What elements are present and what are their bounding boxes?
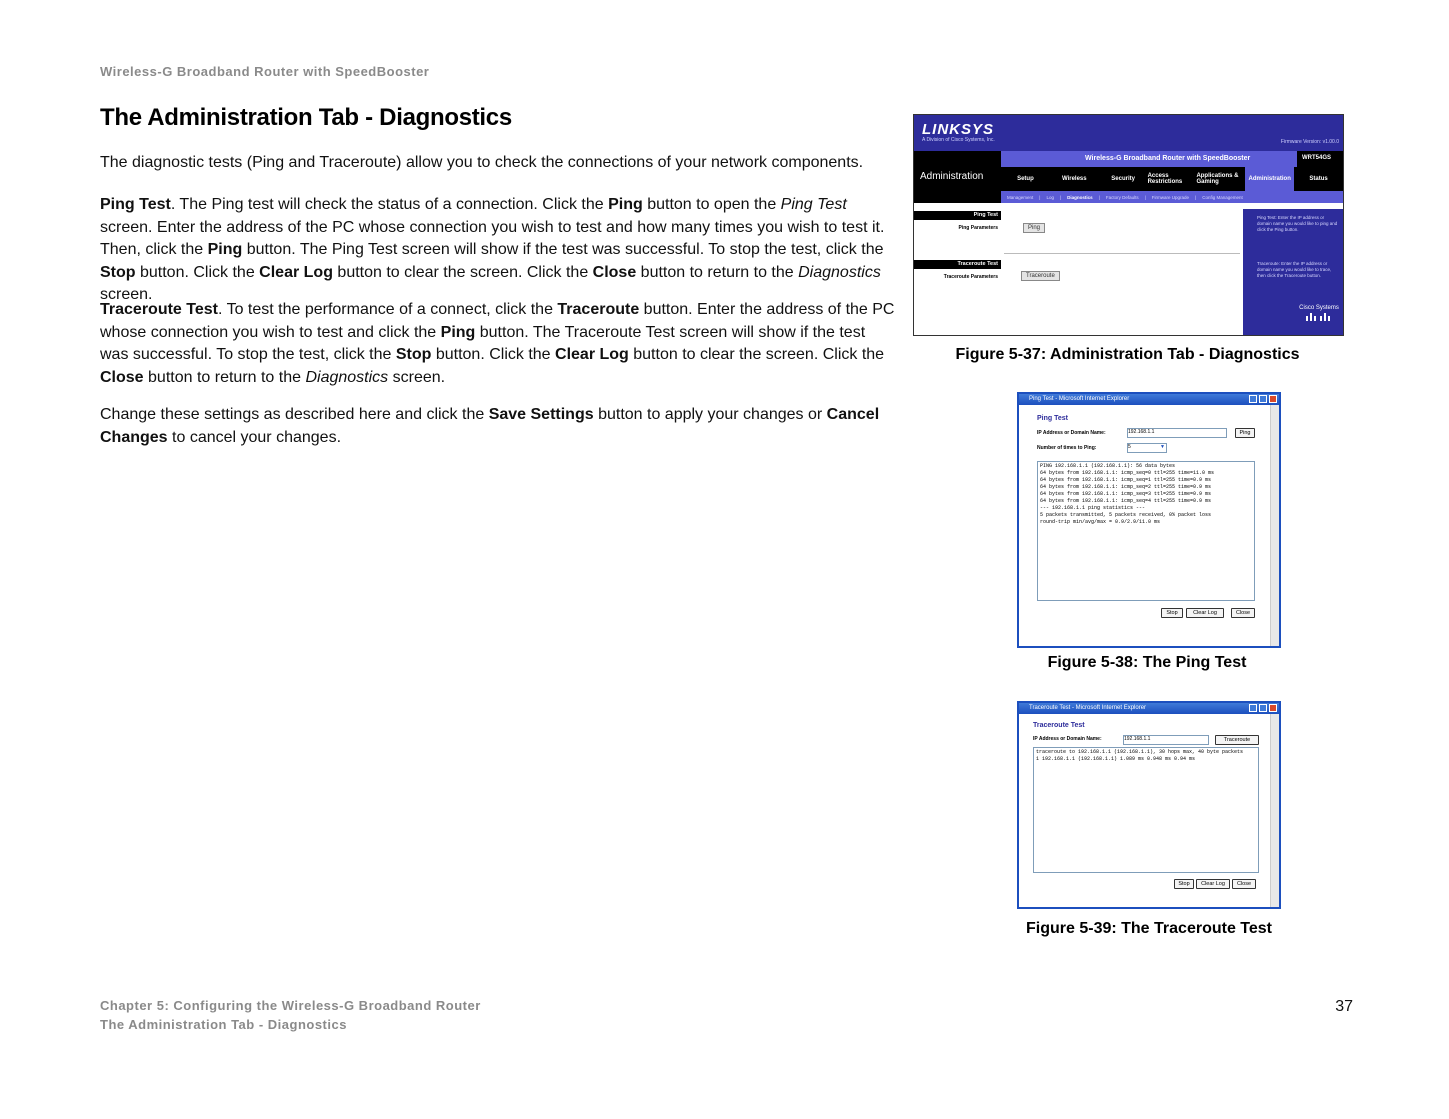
maximize-icon[interactable]	[1259, 395, 1267, 403]
times-select[interactable]	[1127, 443, 1167, 453]
router-top-bar	[914, 115, 1343, 151]
intro-paragraph	[100, 152, 895, 175]
figure-administration-diagnostics	[913, 114, 1344, 336]
log-line: 5 packets transmitted, 5 packets received, 0% packet loss	[1040, 512, 1212, 518]
text-run: button to open the	[642, 196, 781, 213]
separator: |	[1059, 194, 1062, 200]
clear-log-ref: Clear Log	[555, 346, 629, 363]
close-button[interactable]: Close	[1231, 608, 1255, 618]
separator: |	[1144, 194, 1146, 200]
log-line: 64 bytes from 192.168.1.1: icmp_seq=3 ttl=255 time=0.9 ms	[1040, 491, 1212, 497]
tab-wireless[interactable]: Wireless	[1061, 176, 1087, 182]
footer-chapter: Chapter 5: Configuring the Wireless-G Broadband Router	[100, 998, 481, 1013]
model-name: WRT54GS	[1302, 155, 1332, 161]
log-line: 64 bytes from 192.168.1.1: icmp_seq=0 ttl=255 time=11.0 ms	[1040, 470, 1215, 476]
log-line: 64 bytes from 192.168.1.1: icmp_seq=2 ttl=255 time=0.9 ms	[1040, 484, 1212, 490]
log-line: PING 192.168.1.1 (192.168.1.1): 56 data bytes	[1040, 463, 1176, 469]
diagnostics-ref: Diagnostics	[305, 368, 389, 386]
intro-text: The diagnostic tests (Ping and Traceroute) allow you to check the connections of your network components.	[100, 154, 864, 171]
tab-setup[interactable]: Setup	[1017, 176, 1034, 182]
stop-button[interactable]: Stop	[1161, 608, 1183, 618]
subtab-log[interactable]: Log	[1046, 194, 1054, 200]
traceroute-button[interactable]: Traceroute	[1215, 735, 1259, 745]
log-line: traceroute to 192.168.1.1 (192.168.1.1), 30 hops max, 40 byte packets	[1036, 749, 1244, 755]
subtab-diagnostics[interactable]: Diagnostics	[1067, 194, 1093, 200]
text-run: button. Click the	[135, 263, 260, 281]
text-run: button to apply your changes or	[593, 406, 827, 423]
maximize-icon[interactable]	[1259, 704, 1267, 712]
help-ping-text: Ping Test: Enter the IP address or domain name you would like to ping and click the Ping button.	[1257, 215, 1338, 232]
tab-access-restrictions[interactable]: Access Restrictions	[1147, 173, 1183, 185]
figure-38-caption: Figure 5-38: The Ping Test	[1047, 654, 1247, 671]
traceroute-parameters-label: Traceroute Parameters	[943, 274, 998, 280]
traceroute-button[interactable]: Traceroute	[1021, 271, 1060, 281]
close-icon[interactable]	[1269, 704, 1277, 712]
ip-address-label: IP Address or Domain Name:	[1037, 430, 1106, 436]
text-run: button to return to the	[636, 263, 799, 281]
text-run: screen.	[388, 368, 446, 386]
figure-37-caption: Figure 5-37: Administration Tab - Diagnostics	[955, 346, 1300, 363]
stop-ref: Stop	[395, 346, 432, 363]
ping-test-window	[1017, 392, 1281, 648]
window-titlebar	[1019, 394, 1279, 405]
ping-test-heading: Ping Test	[914, 211, 1001, 220]
close-icon[interactable]	[1269, 395, 1277, 403]
text-run: . The Ping test will check the status of a connection. Click the	[170, 196, 609, 213]
cancel-changes-ref: Cancel Changes	[100, 406, 880, 446]
cisco-bars-icon	[1304, 311, 1334, 321]
divider	[1004, 253, 1240, 254]
log-line: round-trip min/avg/max = 0.9/2.9/11.0 ms	[1040, 519, 1161, 525]
traceroute-paragraph	[100, 299, 895, 389]
window-title: Traceroute Test - Microsoft Internet Explorer	[1029, 705, 1147, 711]
page-number: 37	[1335, 998, 1353, 1015]
ping-button[interactable]: Ping	[1235, 428, 1255, 438]
product-name: Wireless-G Broadband Router with SpeedBooster	[1085, 155, 1251, 162]
separator: |	[1039, 194, 1041, 200]
ping-paragraph	[100, 194, 895, 307]
close-button[interactable]: Close	[1232, 879, 1256, 889]
scrollbar[interactable]	[1270, 405, 1279, 646]
traceroute-term: Traceroute Test	[100, 301, 218, 318]
firmware-version: Firmware Version: v1.00.0	[1280, 139, 1339, 145]
stop-ref: Stop	[100, 263, 136, 281]
tab-administration[interactable]: Administration	[1245, 167, 1294, 191]
text-run: button. Click the	[431, 346, 556, 363]
text-run: to cancel your changes.	[167, 428, 342, 446]
subtab-config-management[interactable]: Config Management	[1202, 194, 1243, 200]
text-run: button. Enter the address of the PC whose connection you wish to test and click the	[100, 301, 895, 341]
minimize-icon[interactable]	[1249, 395, 1257, 403]
chevron-down-icon: ▼	[1160, 444, 1165, 450]
change-settings-paragraph	[100, 404, 895, 449]
traceroute-log	[1033, 747, 1259, 873]
times-value: 5	[1128, 444, 1131, 450]
text-run: button to return to the	[143, 368, 306, 386]
page-title: The Administration Tab - Diagnostics	[100, 104, 512, 131]
window-title: Ping Test - Microsoft Internet Explorer	[1029, 396, 1130, 402]
figure-39-caption: Figure 5-39: The Traceroute Test	[1026, 920, 1272, 937]
footer-section: The Administration Tab - Diagnostics	[100, 1017, 347, 1032]
subtab-firmware-upgrade[interactable]: Firmware Upgrade	[1151, 194, 1190, 200]
logo-subtitle: A Division of Cisco Systems, Inc.	[922, 137, 995, 143]
clear-log-button[interactable]: Clear Log	[1186, 608, 1224, 618]
ip-address-input[interactable]: 192.168.1.1	[1123, 735, 1209, 745]
tab-security[interactable]: Security	[1111, 176, 1135, 182]
separator: |	[1098, 194, 1100, 200]
traceroute-ref: Traceroute	[557, 301, 640, 318]
ping-term: Ping Test	[100, 196, 171, 213]
clear-log-ref: Clear Log	[259, 263, 333, 281]
ping-button[interactable]: Ping	[1023, 223, 1045, 233]
traceroute-test-window	[1017, 701, 1281, 909]
text-run: button. The Ping Test screen will show if the test was successful. To stop the test, click the	[242, 241, 884, 258]
cisco-logo	[1299, 305, 1339, 327]
text-run: button. The Traceroute Test screen will show if the test was successful. To stop the test, click the	[100, 323, 866, 363]
main-tabs	[1001, 167, 1343, 191]
ping-parameters-label: Ping Parameters	[958, 225, 998, 231]
tab-status[interactable]: Status	[1309, 176, 1328, 182]
clear-log-button[interactable]: Clear Log	[1196, 879, 1230, 889]
log-line: 64 bytes from 192.168.1.1: icmp_seq=4 ttl=255 time=0.9 ms	[1040, 498, 1212, 504]
ping-ref: Ping	[207, 241, 243, 258]
text-run: Change these settings as described here and click the	[100, 406, 489, 423]
diagnostics-ref: Diagnostics	[798, 263, 881, 281]
separator: |	[1195, 194, 1197, 200]
log-line: --- 192.168.1.1 ping statistics ---	[1040, 505, 1146, 511]
times-label: Number of times to Ping:	[1037, 445, 1097, 451]
traceroute-test-heading: Traceroute Test	[1033, 722, 1085, 729]
stop-button[interactable]: Stop	[1174, 879, 1194, 889]
ip-address-label: IP Address or Domain Name:	[1033, 736, 1102, 742]
ping-ref: Ping	[440, 323, 476, 341]
ping-test-heading: Ping Test	[1037, 415, 1068, 422]
log-line: 1 192.168.1.1 (192.168.1.1) 1.089 ms 0.948 ms 0.94 ms	[1036, 756, 1196, 762]
minimize-icon[interactable]	[1249, 704, 1257, 712]
ping-ref: Ping	[608, 196, 643, 213]
scrollbar[interactable]	[1270, 714, 1279, 907]
subtab-factory-defaults[interactable]: Factory Defaults	[1105, 194, 1139, 200]
section-title: Administration	[920, 171, 984, 182]
linksys-logo: LINKSYS	[922, 121, 995, 138]
save-settings-ref: Save Settings	[488, 406, 594, 423]
help-traceroute-text: Traceroute: Enter the IP address or domain name you would like to trace, then click the Traceroute button.	[1257, 261, 1332, 278]
sub-tabs	[1001, 191, 1343, 203]
ip-address-input[interactable]: 192.168.1.1	[1127, 428, 1227, 438]
tab-applications-gaming[interactable]: Applications & Gaming	[1196, 173, 1239, 185]
text-run: screen.	[100, 286, 153, 303]
ping-log	[1037, 461, 1255, 601]
text-run: screen. Enter the address of the PC whose connection you wish to test and how many times you wish to test it. Then, click the	[100, 218, 885, 258]
product-bar	[1001, 151, 1297, 167]
subtab-management[interactable]: Management	[1007, 194, 1034, 200]
cisco-logo-text: Cisco Systems	[1299, 305, 1339, 311]
close-ref: Close	[592, 263, 637, 281]
traceroute-test-heading: Traceroute Test	[914, 260, 1001, 269]
window-titlebar	[1019, 703, 1279, 714]
text-run: button to clear the screen. Click the	[628, 346, 885, 363]
text-run: button to clear the screen. Click the	[332, 263, 593, 281]
text-run: . To test the performance of a connect, click the	[217, 301, 558, 318]
running-header: Wireless-G Broadband Router with SpeedBooster	[100, 64, 430, 79]
close-ref: Close	[100, 368, 144, 386]
log-line: 64 bytes from 192.168.1.1: icmp_seq=1 ttl=255 time=0.9 ms	[1040, 477, 1212, 483]
ping-test-ref: Ping Test	[780, 196, 847, 213]
